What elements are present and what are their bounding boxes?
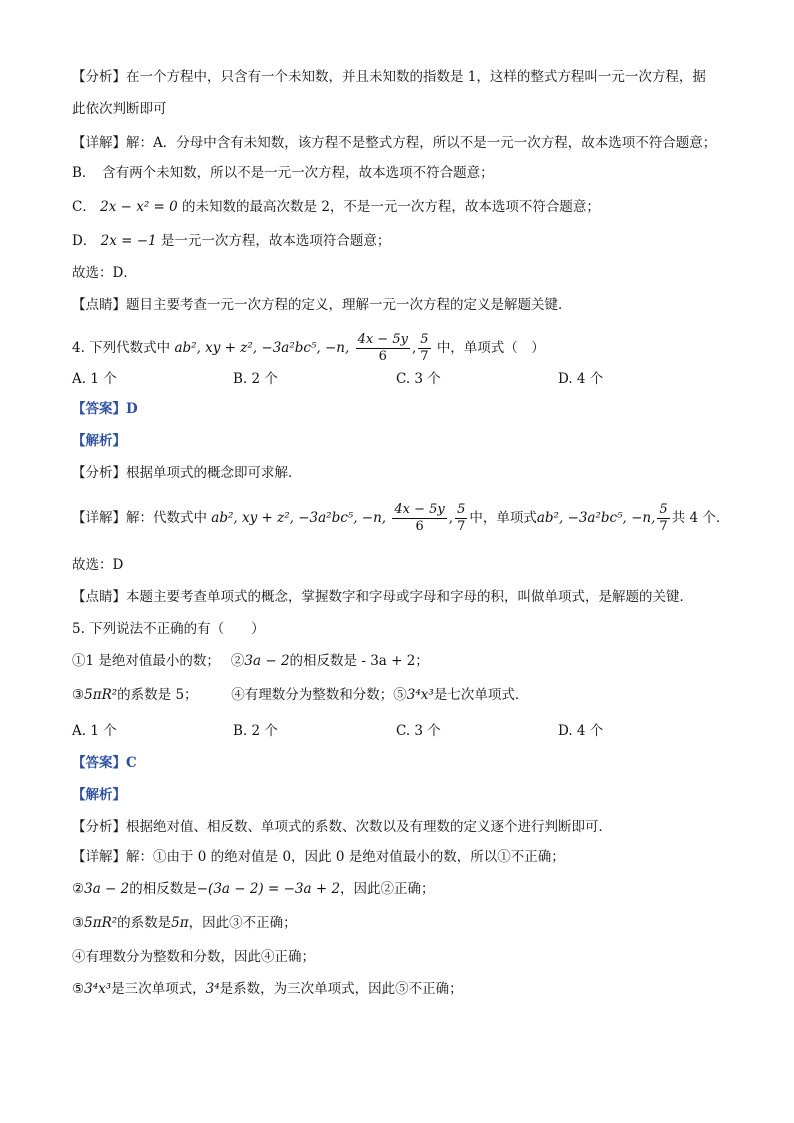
q4-fraction-1-numerator: 4x − 5y [357,332,408,347]
q4-detail-fraction-3 [657,502,669,535]
detail-c-text: 的未知数的最高次数是 2，不是一元一次方程，故本选项不符合题意； [182,199,600,215]
q5-d3-suffix: ，因此③不正确； [188,915,297,931]
q4-stem-expressions: ab², xy + z², −3a²bc⁵, −n, [174,340,350,356]
choice-line: 故选：D． [72,265,137,281]
q5-d5-prefix: ⑤ [72,981,85,997]
q4-stem: 4. 下列代数式中 ab², xy + z², −3a²bc⁵, −n, $\frac{4x - 5y}{6}$ , $\frac{5}{7}$ 中，单项式（ ） [72,332,545,364]
q5-s1-text: ①1 是绝对值最小的数； ② [72,653,245,669]
q4-fraction-2-denominator: 7 [420,349,429,364]
detail-c-prefix: C． [72,199,96,215]
q4-detail-prefix: 【详解】解：代数式中 [72,510,207,526]
q5-d2-suffix: ，因此②正确； [340,881,435,897]
q5-detail-2 [72,880,435,898]
q4-option-a: A. 1 个 [72,371,117,387]
q4-detail-mid: 中，单项式 [469,510,537,526]
q4-jiexi-label: 【解析】 [72,433,126,449]
detail-line-d [72,232,390,250]
comment-line: 【点睛】题目主要考查一元一次方程的定义，理解一元一次方程的定义是解题关键． [72,297,572,313]
q4-comment: 【点睛】本题主要考查单项式的概念，掌握数字和字母或字母和字母的积，叫做单项式，是解题的关键． [72,589,693,605]
q5-detail-3 [72,914,297,932]
q4-detail-fraction-1 [392,502,446,535]
q4-fraction-1 [356,332,410,365]
q5-statement-2 [72,686,528,704]
q5-jiexi-label: 【解析】 [72,787,126,803]
q5-stem: 5. 下列说法不正确的有（ ） [72,621,265,637]
q5-d3-expression: 5πR² [84,915,118,931]
detail-line-a: 【详解】解：A．分母中含有未知数，该方程不是整式方程，所以不是一元一次方程，故本选项不符合题意； [72,135,717,151]
q4-option-d: D. 4 个 [558,371,604,387]
q4-detail-fraction-1-denominator: 6 [415,519,424,534]
q4-detail-fraction-2-numerator: 5 [457,502,466,517]
q4-detail-fraction-2 [455,502,467,535]
q4-option-b: B. 2 个 [233,371,278,387]
q5-d5-expression-2: 3⁴ [205,981,220,997]
q4-choice: 故选：D [72,557,124,573]
q5-s2-expression-2: 3⁴x³ [406,687,434,703]
q4-detail-fraction-3-numerator: 5 [659,502,668,517]
q4-detail-suffix: 共 4 个． [671,510,730,526]
q5-d3-expression-2: 5π [171,915,189,931]
q5-s2-prefix: ③ [72,687,85,703]
q4-analysis: 【分析】根据单项式的概念即可求解． [72,465,302,481]
q5-analysis: 【分析】根据绝对值、相反数、单项式的系数、次数以及有理数的定义逐个进行判断即可． [72,819,612,835]
q4-detail-expressions: ab², xy + z², −3a²bc⁵, −n, [211,510,387,526]
q5-s2-suffix: 是七次单项式． [433,687,529,703]
detail-d-equation: 2x = −1 [100,233,157,249]
detail-d-prefix: D． [72,233,97,249]
analysis-line-2: 此依次判断即可 [72,101,167,117]
q4-stem-suffix: 中，单项式（ ） [436,340,545,356]
q5-option-d: D. 4 个 [558,723,604,739]
q5-detail-4: ④有理数分为整数和分数，因此④正确； [72,949,315,965]
detail-line-b: B． 含有两个未知数，所以不是一元一次方程，故本选项不符合题意； [72,165,494,181]
q4-detail-fraction-2-denominator: 7 [457,519,466,534]
q5-s1-expression: 3a − 2 [244,653,290,669]
q5-statement-1 [72,652,429,670]
q4-fraction-2 [418,332,430,365]
q5-d3-mid: 的系数是 [117,915,172,931]
q5-option-b: B. 2 个 [233,723,278,739]
q4-answer: 【答案】D [72,401,138,417]
detail-line-c [72,198,600,216]
detail-d-text: 是一元一次方程，故本选项符合题意； [160,233,391,249]
q5-option-a: A. 1 个 [72,723,117,739]
q4-detail: 【详解】解：代数式中 ab², xy + z², −3a²bc⁵, −n, $\frac{4x - 5y}{6}$ , $\frac{5}{7}$ 中，单项式ab², −3a²bc⁵, −n, $\frac{5}{7}$ 共 4 个． [72,502,730,534]
q4-stem-prefix: 4. 下列代数式中 [72,340,171,356]
detail-c-equation: 2x − x² = 0 [100,199,178,215]
analysis-line-1: 【分析】在一个方程中，只含有一个未知数，并且未知数的指数是 1，这样的整式方程叫一元一次方程，据 [72,69,706,85]
q5-d2-mid: 的相反数是 [129,881,197,897]
q5-d5-suffix: 是系数，为三次单项式，因此⑤不正确； [219,981,463,997]
q5-s1-suffix: 的相反数是 - 3a + 2； [289,653,429,669]
q5-s2-mid: 的系数是 5； ④有理数分为整数和分数；⑤ [117,687,407,703]
q5-detail-5 [72,980,463,998]
q5-d2-expression: 3a − 2 [84,881,130,897]
q4-fraction-1-denominator: 6 [378,349,387,364]
q4-option-c: C. 3 个 [396,371,441,387]
q5-d5-expression: 3⁴x³ [84,981,112,997]
q5-detail-1: 【详解】解：①由于 0 的绝对值是 0，因此 0 是绝对值最小的数，所以①不正确； [72,849,565,865]
q4-detail-fraction-1-numerator: 4x − 5y [394,502,445,517]
q5-d2-prefix: ② [72,881,85,897]
q5-d3-prefix: ③ [72,915,85,931]
q5-answer: 【答案】C [72,755,137,771]
q4-fraction-2-numerator: 5 [420,332,429,347]
q5-s2-expression: 5πR² [84,687,118,703]
q4-detail-monomials: ab², −3a²bc⁵, −n, [536,510,656,526]
q5-option-c: C. 3 个 [396,723,441,739]
q5-d5-mid: 是三次单项式， [111,981,206,997]
q4-detail-fraction-3-denominator: 7 [659,519,668,534]
q5-d2-expression-2: −(3a − 2) = −3a + 2 [196,881,341,897]
